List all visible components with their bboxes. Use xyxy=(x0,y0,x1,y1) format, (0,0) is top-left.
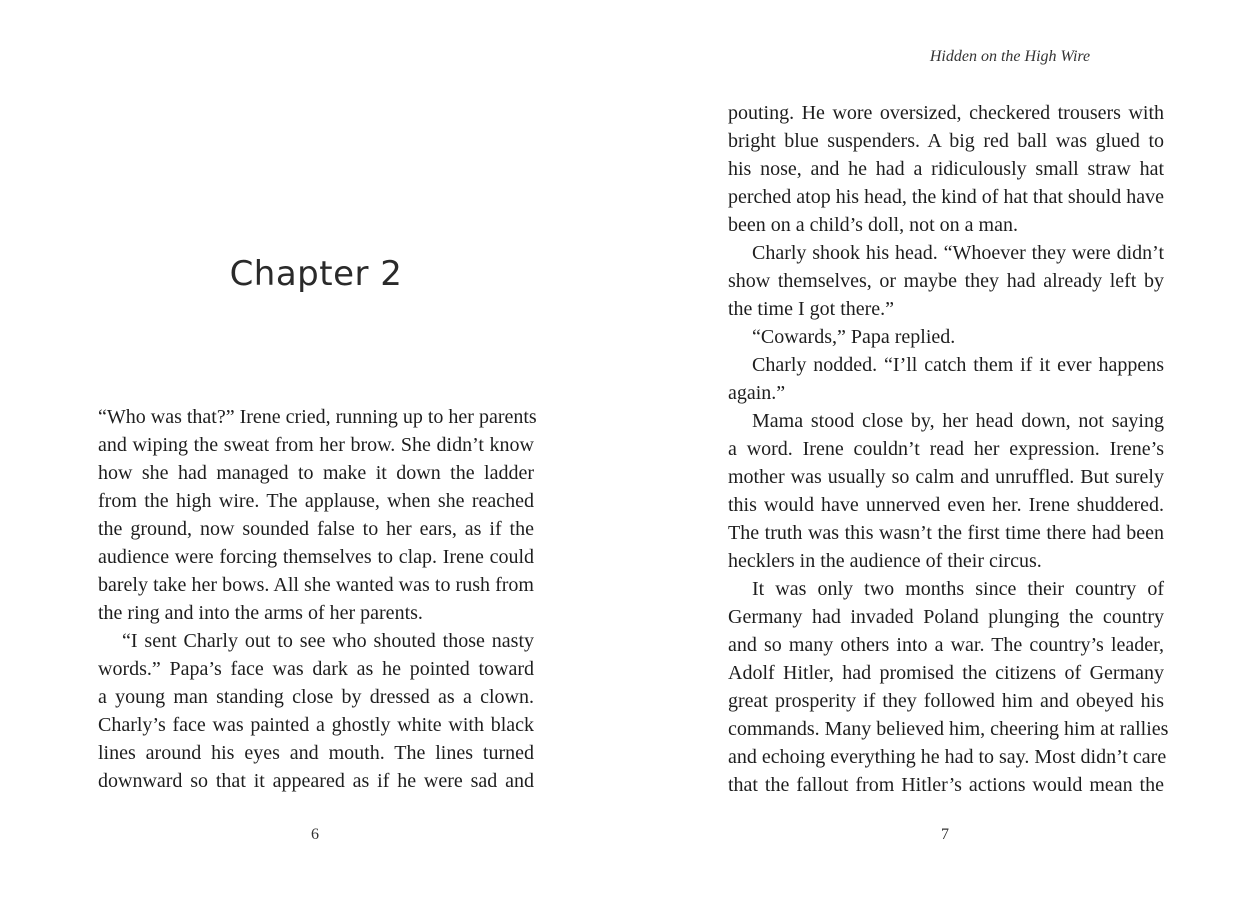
text-line: his nose, and he had a ridiculously small straw hat xyxy=(728,158,1164,180)
text-line: Charly shook his head. “Whoever they were didn’t xyxy=(752,242,1164,264)
text-line: show themselves, or maybe they had already left by xyxy=(728,270,1164,292)
text-line: and wiping the sweat from her brow. She didn’t know xyxy=(98,434,534,456)
text-line: perched atop his head, the kind of hat that should have xyxy=(728,186,1164,208)
text-line: how she had managed to make it down the ladder xyxy=(98,462,534,484)
text-line: the ring and into the arms of her parents. xyxy=(98,602,423,624)
text-line: commands. Many believed him, cheering him at rallies xyxy=(728,718,1169,740)
text-line: audience were forcing themselves to clap. Irene could xyxy=(98,546,534,568)
text-line: a young man standing close by dressed as a clown. xyxy=(98,686,534,708)
right-page xyxy=(630,0,1260,900)
text-line: downward so that it appeared as if he were sad and xyxy=(98,770,534,792)
left-page-body xyxy=(98,403,537,795)
text-line: words.” Papa’s face was dark as he pointed toward xyxy=(98,658,534,680)
page-number-right: 7 xyxy=(941,826,949,843)
text-line: barely take her bows. All she wanted was to rush from xyxy=(98,574,534,596)
text-line: this would have unnerved even her. Irene shuddered. xyxy=(728,494,1164,516)
text-line: Adolf Hitler, had promised the citizens of Germany xyxy=(728,662,1164,684)
text-line: Germany had invaded Poland plunging the country xyxy=(728,606,1164,628)
text-line: The truth was this wasn’t the first time there had been xyxy=(728,522,1164,544)
text-line: It was only two months since their country of xyxy=(752,578,1164,600)
right-page-body xyxy=(728,99,1169,799)
text-line: “I sent Charly out to see who shouted those nasty xyxy=(122,630,534,652)
text-line: hecklers in the audience of their circus. xyxy=(728,550,1042,572)
chapter-title: Chapter 2 xyxy=(229,254,403,294)
text-line: the time I got there.” xyxy=(728,298,895,320)
text-line: “Cowards,” Papa replied. xyxy=(752,326,956,348)
text-line: mother was usually so calm and unruffled. But surely xyxy=(728,466,1164,488)
running-head: Hidden on the High Wire xyxy=(929,48,1091,65)
text-line: been on a child’s doll, not on a man. xyxy=(728,214,1018,236)
text-line: from the high wire. The applause, when she reached xyxy=(98,490,534,512)
text-line: bright blue suspenders. A big red ball was glued to xyxy=(728,130,1164,152)
text-line: the ground, now sounded false to her ears, as if the xyxy=(98,518,534,540)
text-line: pouting. He wore oversized, checkered trousers with xyxy=(728,102,1164,124)
text-line: and so many others into a war. The country’s leader, xyxy=(728,634,1164,656)
text-line: Mama stood close by, her head down, not saying xyxy=(752,410,1164,432)
text-line: Charly nodded. “I’ll catch them if it ever happens xyxy=(752,354,1164,376)
text-line: Charly’s face was painted a ghostly white with black xyxy=(98,714,534,736)
text-line: again.” xyxy=(728,382,786,404)
text-line: great prosperity if they followed him and obeyed his xyxy=(728,690,1164,712)
text-line: that the fallout from Hitler’s actions would mean the xyxy=(728,774,1164,796)
text-line: a word. Irene couldn’t read her expression. Irene’s xyxy=(728,438,1164,460)
text-line: and echoing everything he had to say. Most didn’t care xyxy=(728,746,1167,768)
page-number-left: 6 xyxy=(311,826,319,843)
text-line: lines around his eyes and mouth. The lines turned xyxy=(98,742,534,764)
text-line: “Who was that?” Irene cried, running up to her parents xyxy=(98,406,537,428)
